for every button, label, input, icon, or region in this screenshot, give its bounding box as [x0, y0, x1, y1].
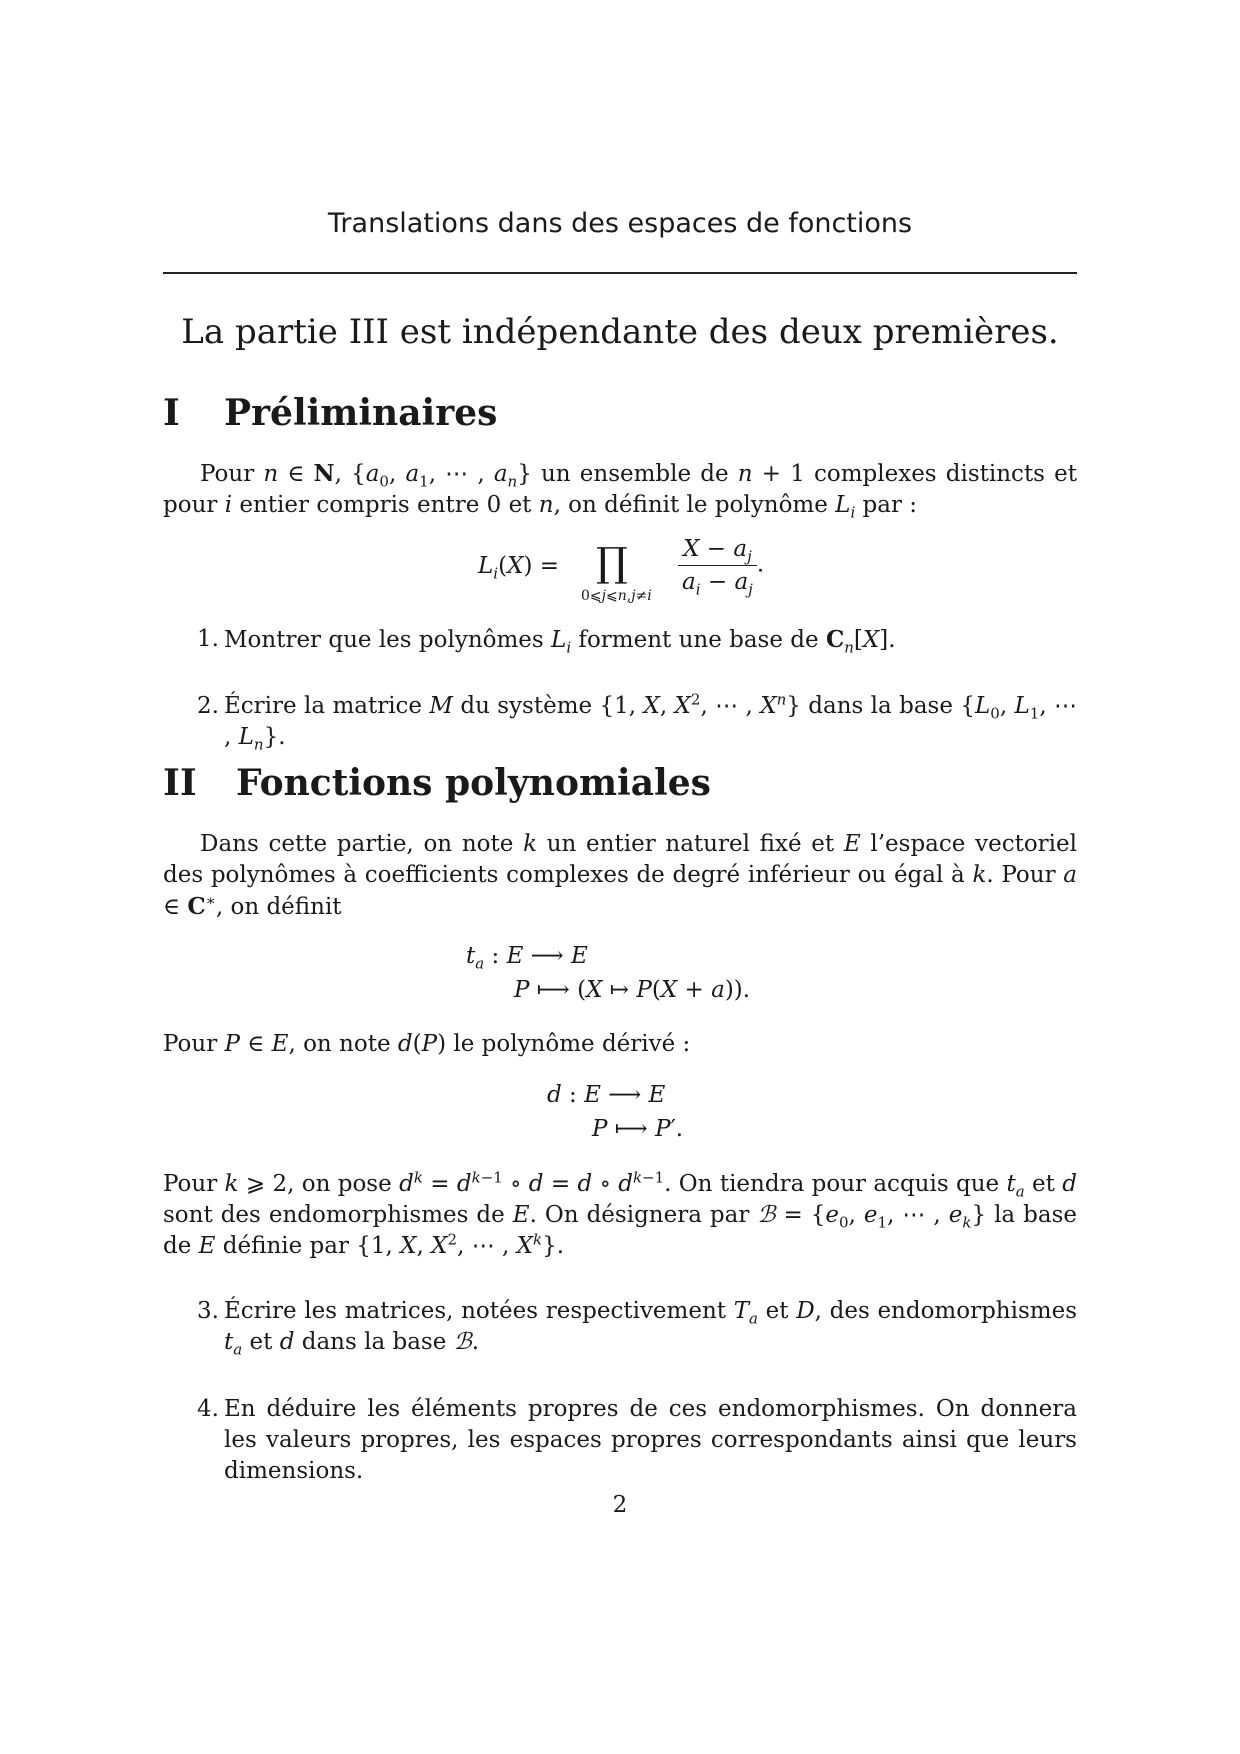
section-heading-2: [163, 762, 711, 804]
derivative-map: d : E ⟶ E P ⟼ P′.: [547, 1082, 684, 1142]
section-heading-1: [163, 392, 497, 434]
paragraph-lagrange: Pour n ∈ N, {$a_0$, $a_1$, ⋯ , $a_n$} un ensemble de n + 1 complexes distincts et pour i entier compris entre 0 et n, on définit le polynôme $L_i$ par :: [163, 460, 1078, 522]
section-title: Préliminaires: [224, 392, 498, 434]
header-rule: [163, 272, 1077, 274]
translation-map: $t_a$ : E ⟶ E P ⟼ (X ↦ P(X + a)).: [466, 943, 751, 1003]
question-number: 1.: [197, 626, 219, 652]
intro-sentence: La partie III est indépendante des deux premières.: [181, 312, 1059, 352]
paragraph-powers: Pour k ⩾ 2, on pose $d^k = d^{k-1}$ ∘ d = d ∘ $d^{k-1}$. On tiendra pour acquis que $t_a$ et d sont des endomorphismes de E. On désignera par ℬ = {$e_0$, $e_1$, ⋯ , $e_k$} la base de E définie par {1, X, $X^2$, ⋯ , $X^k$}.: [163, 1168, 1078, 1259]
section-title: Fonctions polynomiales: [236, 762, 711, 804]
question-number: 3.: [197, 1298, 219, 1324]
running-head: Translations dans des espaces de fonctions: [327, 208, 913, 239]
question-4: 4. En déduire les éléments propres de ces endomorphismes. On donnera les valeurs propres, les espaces propres correspondants ainsi que leurs dimensions.: [195, 1394, 1077, 1487]
paragraph-derivative: Pour P ∈ E, on note d(P) le polynôme dérivé :: [163, 1031, 691, 1057]
page-number: 2: [612, 1492, 628, 1518]
question-2: 2. Écrire la matrice M du système {1, X, $X^2$, ⋯ , $X^n$} dans la base {$L_0$, $L_1$, ⋯ , $L_n$}.: [195, 691, 1077, 753]
question-1: 1. Montrer que les polynômes $L_i$ forment une base de $C_n[X]$.: [195, 624, 1077, 656]
question-number: 2.: [197, 693, 219, 719]
section-number: I: [163, 392, 180, 434]
paragraph-definitions: Dans cette partie, on note k un entier naturel fixé et E l’espace vectoriel des polynômes à coefficients complexes de degré inférieur ou égal à k. Pour a ∈ C∗, on définit: [163, 831, 1077, 920]
question-3: 3. Écrire les matrices, notées respectivement $T_a$ et D, des endomorphismes $t_a$ et d dans la base ℬ.: [195, 1296, 1077, 1358]
lagrange-formula: $L_i(X)$ = ∏ 0⩽j⩽n,j≠i $\frac{X - a_j}{a_i - a_j}$ .: [478, 536, 765, 604]
section-number: II: [163, 762, 197, 804]
question-number: 4.: [197, 1396, 219, 1422]
